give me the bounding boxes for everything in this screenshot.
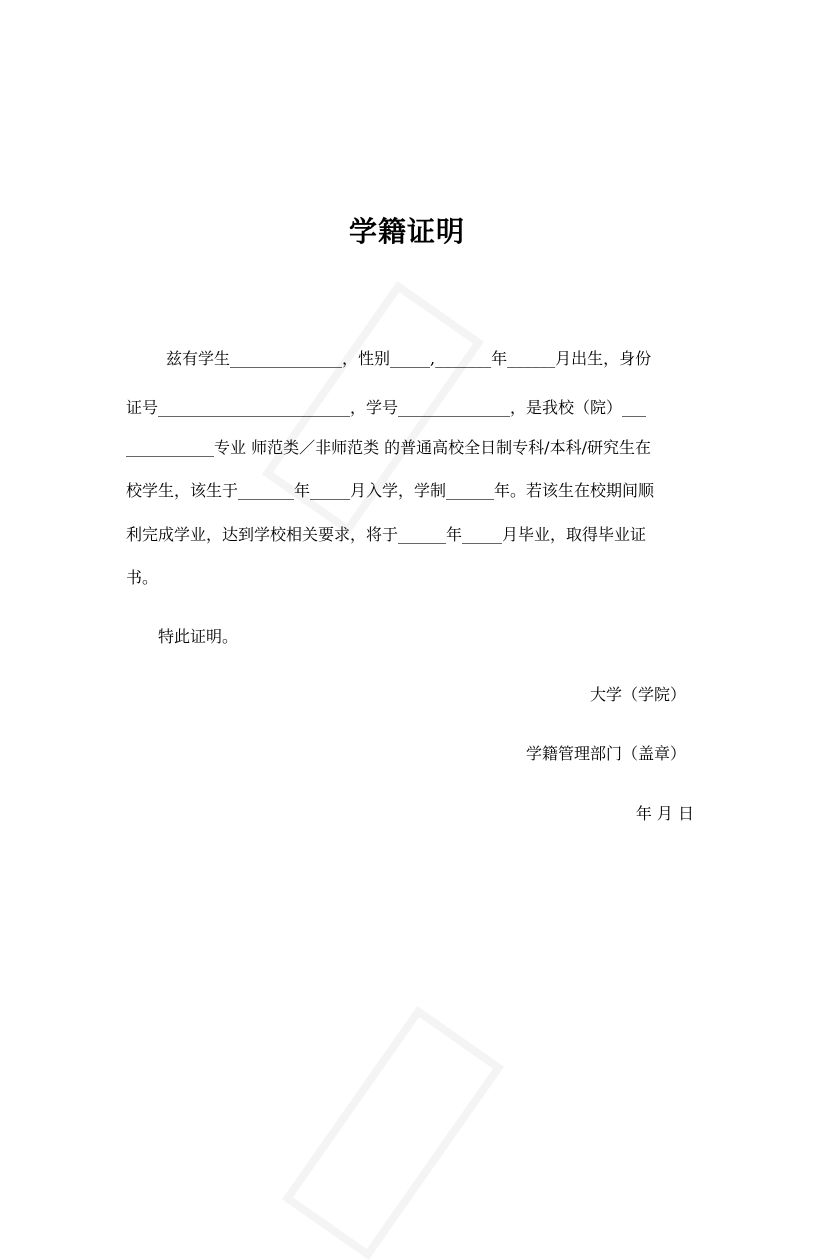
paragraph-line-3: ___________专业 师范类／非师范类 的普通高校全日制专科/本科/研究生在 bbox=[126, 438, 651, 457]
paragraph-line-2: 证号________________________，学号______________，是我校（院）___ bbox=[126, 398, 647, 417]
paragraph-line-1: 兹有学生______________，性别_____,_______年______月出生，身份 bbox=[166, 349, 652, 368]
date-line: 年 月 日 bbox=[635, 804, 694, 823]
department-seal: 学籍管理部门（盖章） bbox=[525, 744, 686, 763]
paragraph-line-5: 利完成学业，达到学校相关要求，将于______年_____月毕业，取得毕业证 bbox=[126, 525, 647, 544]
school-name: 大学（学院） bbox=[589, 685, 686, 704]
closing-text: 特此证明。 bbox=[158, 627, 239, 646]
paragraph-line-4: 校学生，该生于_______年_____月入学，学制______年。若该生在校期间顺 bbox=[126, 481, 655, 500]
watermark-shape bbox=[282, 1006, 504, 1260]
document-title: 学籍证明 bbox=[348, 215, 465, 248]
paragraph-line-6: 书。 bbox=[126, 568, 159, 587]
